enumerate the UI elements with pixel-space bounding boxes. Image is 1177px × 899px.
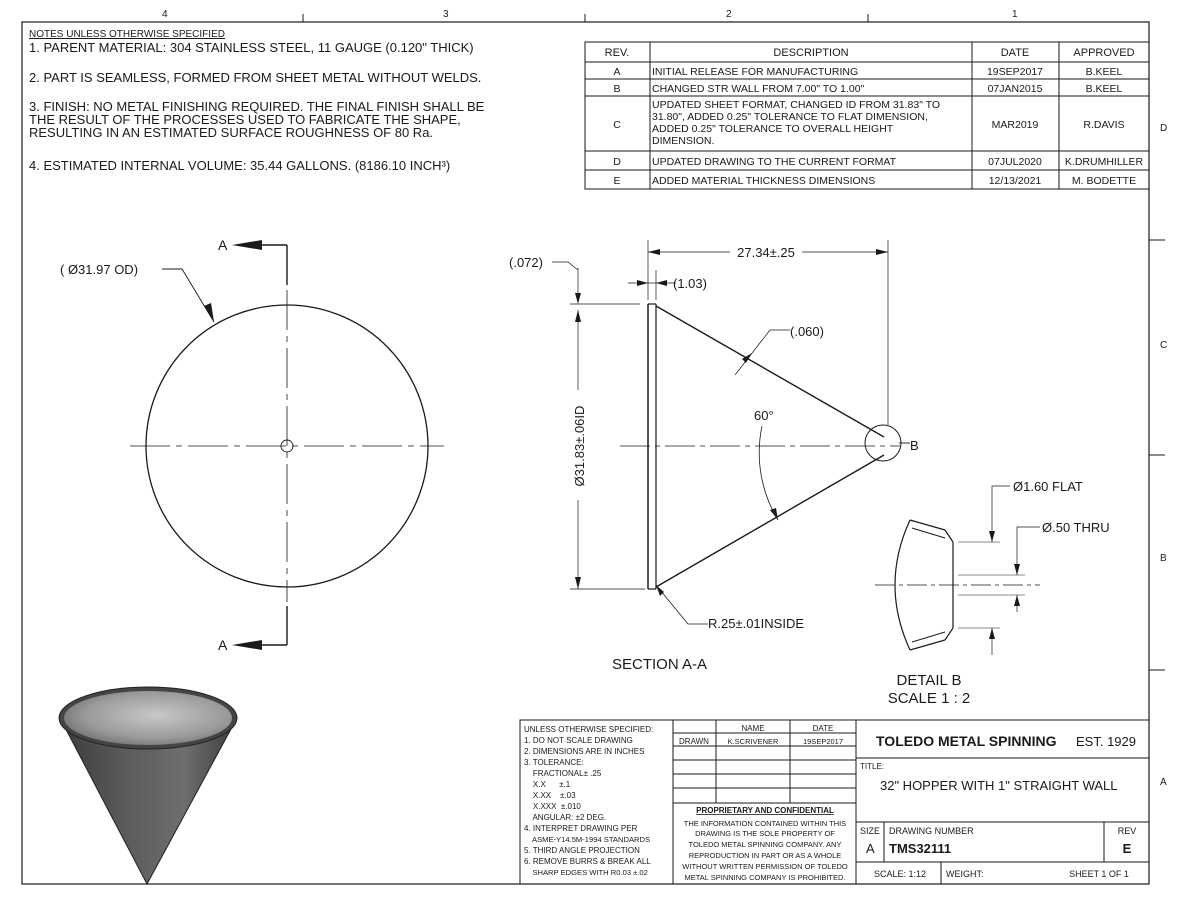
thru-hole-dimension: Ø.50 THRU bbox=[1042, 520, 1110, 535]
detail-b-callout: B bbox=[910, 438, 919, 453]
rev-b-description: CHANGED STR WALL FROM 7.00" TO 1.00" bbox=[652, 83, 865, 95]
detail-view-label: DETAIL B bbox=[896, 672, 962, 689]
title-label: TITLE: bbox=[860, 762, 885, 771]
tol-line-14: SHARP EDGES WITH R0.03 ±.02 bbox=[524, 868, 648, 877]
rev-c-description-line-1: UPDATED SHEET FORMAT, CHANGED ID FROM 31.83" TO bbox=[652, 99, 941, 111]
zone-label-2: 2 bbox=[726, 9, 732, 20]
drawn-name-header: NAME bbox=[741, 724, 765, 733]
inside-radius-dimension: R.25±.01INSIDE bbox=[708, 616, 805, 631]
note-3-line-3: RESULTING IN AN ESTIMATED SURFACE ROUGHNESS OF 80 Ra. bbox=[29, 125, 434, 140]
zone-label-d: D bbox=[1160, 123, 1168, 134]
drawn-date-header: DATE bbox=[812, 724, 834, 733]
flat-diameter-dimension: Ø1.60 FLAT bbox=[1013, 479, 1083, 494]
company-name: TOLEDO METAL SPINNING bbox=[876, 733, 1057, 749]
drawn-name: K.SCRIVENER bbox=[727, 737, 779, 746]
section-view-label: SECTION A-A bbox=[612, 656, 708, 673]
rev-c-date: MAR2019 bbox=[991, 119, 1039, 131]
sheet-number: SHEET 1 OF 1 bbox=[1069, 869, 1129, 879]
rev-header-date: DATE bbox=[1000, 47, 1030, 59]
drawn-date: 19SEP2017 bbox=[802, 737, 844, 746]
note-3-line-2: THE RESULT OF THE PROCESSES USED TO FABRICATE THE SHAPE, bbox=[29, 112, 461, 127]
section-mark-bottom: A bbox=[218, 637, 228, 653]
proprietary-line-2: DRAWING IS THE SOLE PROPERTY OF bbox=[695, 829, 835, 838]
section-arrow-top bbox=[232, 240, 262, 250]
tol-line-4: 3. TOLERANCE: bbox=[524, 758, 584, 767]
rev-d-letter: D bbox=[613, 156, 621, 168]
tol-line-7: X.XX ±.03 bbox=[524, 791, 576, 800]
zone-label-a: A bbox=[1160, 777, 1167, 788]
proprietary-line-1: THE INFORMATION CONTAINED WITHIN THIS bbox=[683, 819, 847, 828]
rev-header-description: DESCRIPTION bbox=[773, 47, 849, 59]
tol-line-6: X.X ±.1 bbox=[524, 780, 571, 789]
tol-line-3: 2. DIMENSIONS ARE IN INCHES bbox=[524, 747, 645, 756]
proprietary-line-6: METAL SPINNING COMPANY IS PROHIBITED. bbox=[684, 873, 846, 882]
inside-diameter-dimension: Ø31.83±.06ID bbox=[572, 405, 587, 487]
zone-label-b: B bbox=[1160, 553, 1167, 564]
notes-header: NOTES UNLESS OTHERWISE SPECIFIED bbox=[29, 29, 225, 40]
note-4: 4. ESTIMATED INTERNAL VOLUME: 35.44 GALLONS. (8186.10 INCH³) bbox=[29, 158, 451, 173]
rev-c-letter: C bbox=[613, 119, 621, 131]
proprietary-title: PROPRIETARY AND CONFIDENTIAL bbox=[696, 806, 834, 815]
rev-c-description-line-4: DIMENSION. bbox=[652, 135, 715, 147]
rev-b-date: 07JAN2015 bbox=[987, 83, 1043, 95]
current-revision: E bbox=[1122, 841, 1132, 856]
rev-a-description: INITIAL RELEASE FOR MANUFACTURING bbox=[652, 66, 859, 78]
rev-c-approved: R.DAVIS bbox=[1083, 119, 1125, 131]
note-3-line-1: 3. FINISH: NO METAL FINISHING REQUIRED. THE FINAL FINISH SHALL BE bbox=[29, 99, 485, 114]
detail-view-scale: SCALE 1 : 2 bbox=[887, 690, 971, 707]
thickness-dimension: (.072) bbox=[509, 255, 543, 270]
tol-line-10: 4. INTERPRET DRAWING PER bbox=[524, 824, 638, 833]
rev-e-description: ADDED MATERIAL THICKNESS DIMENSIONS bbox=[652, 175, 876, 187]
drawing-title: 32" HOPPER WITH 1" STRAIGHT WALL bbox=[880, 778, 1118, 793]
tol-line-5: FRACTIONAL± .25 bbox=[524, 769, 602, 778]
proprietary-line-5: WITHOUT WRITTEN PERMISSION OF TOLEDO bbox=[682, 862, 848, 871]
rev-d-approved: K.DRUMHILLER bbox=[1064, 156, 1144, 168]
od-dimension: ( Ø31.97 OD) bbox=[60, 262, 139, 277]
proprietary-line-4: REPRODUCTION IN PART OR AS A WHOLE bbox=[688, 851, 842, 860]
tol-line-8: X.XXX ±.010 bbox=[524, 802, 581, 811]
tol-line-2: 1. DO NOT SCALE DRAWING bbox=[524, 736, 633, 745]
drawing-number-label: DRAWING NUMBER bbox=[889, 826, 974, 836]
rev-c-description-line-3: ADDED 0.25" TOLERANCE TO OVERALL HEIGHT bbox=[652, 123, 894, 135]
section-mark-top: A bbox=[218, 237, 228, 253]
weight-label: WEIGHT: bbox=[946, 869, 984, 879]
front-view bbox=[60, 237, 444, 653]
rev-a-letter: A bbox=[613, 66, 621, 78]
size-label: SIZE bbox=[860, 826, 881, 836]
proprietary-line-3: TOLEDO METAL SPINNING COMPANY. ANY bbox=[688, 840, 842, 849]
cone-angle-dimension: 60° bbox=[754, 408, 774, 423]
note-1: 1. PARENT MATERIAL: 304 STAINLESS STEEL, 11 GAUGE (0.120" THICK) bbox=[29, 40, 474, 55]
note-2: 2. PART IS SEAMLESS, FORMED FROM SHEET METAL WITHOUT WELDS. bbox=[29, 70, 482, 85]
rev-e-letter: E bbox=[613, 175, 621, 187]
isometric-cone-picture bbox=[59, 687, 237, 884]
rev-label: REV bbox=[1117, 826, 1137, 836]
rev-c-description-line-2: 31.80", ADDED 0.25" TOLERANCE TO FLAT DIMENSION, bbox=[652, 111, 928, 123]
tol-line-11: ASME-Y14.5M-1994 STANDARDS bbox=[524, 835, 651, 844]
tol-line-12: 5. THIRD ANGLE PROJECTION bbox=[524, 846, 640, 855]
overall-height-dimension: 27.34±.25 bbox=[737, 245, 795, 260]
drawn-role: DRAWN bbox=[679, 737, 709, 746]
rev-e-date: 12/13/2021 bbox=[988, 175, 1042, 187]
detail-view bbox=[875, 479, 1110, 707]
rev-a-date: 19SEP2017 bbox=[986, 66, 1044, 78]
rev-a-approved: B.KEEL bbox=[1085, 66, 1123, 78]
zone-label-1: 1 bbox=[1012, 9, 1018, 20]
rev-b-letter: B bbox=[613, 83, 621, 95]
company-established: EST. 1929 bbox=[1076, 734, 1136, 749]
drawing-number: TMS32111 bbox=[889, 841, 952, 856]
straight-wall-dimension: (1.03) bbox=[673, 276, 707, 291]
rev-b-approved: B.KEEL bbox=[1085, 83, 1123, 95]
rev-d-description: UPDATED DRAWING TO THE CURRENT FORMAT bbox=[652, 156, 897, 168]
section-view bbox=[509, 240, 919, 673]
drawing-scale: SCALE: 1:12 bbox=[874, 869, 927, 879]
rev-header-approved: APPROVED bbox=[1073, 47, 1135, 59]
section-arrow-bottom bbox=[232, 640, 262, 650]
revision-table bbox=[585, 42, 1149, 189]
title-block bbox=[520, 720, 1149, 884]
rev-e-approved: M. BODETTE bbox=[1071, 175, 1137, 187]
rev-header-rev: REV. bbox=[604, 47, 630, 59]
tol-line-9: ANGULAR: ±2 DEG. bbox=[524, 813, 607, 822]
sheet-size: A bbox=[866, 841, 875, 856]
zone-label-4: 4 bbox=[162, 9, 168, 20]
wall-thickness-dimension: (.060) bbox=[790, 324, 824, 339]
tol-line-1: UNLESS OTHERWISE SPECIFIED: bbox=[524, 725, 654, 734]
zone-label-3: 3 bbox=[443, 9, 449, 20]
tol-line-13: 6. REMOVE BURRS & BREAK ALL bbox=[524, 857, 651, 866]
rev-d-date: 07JUL2020 bbox=[988, 156, 1042, 168]
notes-block bbox=[29, 29, 485, 173]
zone-label-c: C bbox=[1160, 340, 1168, 351]
